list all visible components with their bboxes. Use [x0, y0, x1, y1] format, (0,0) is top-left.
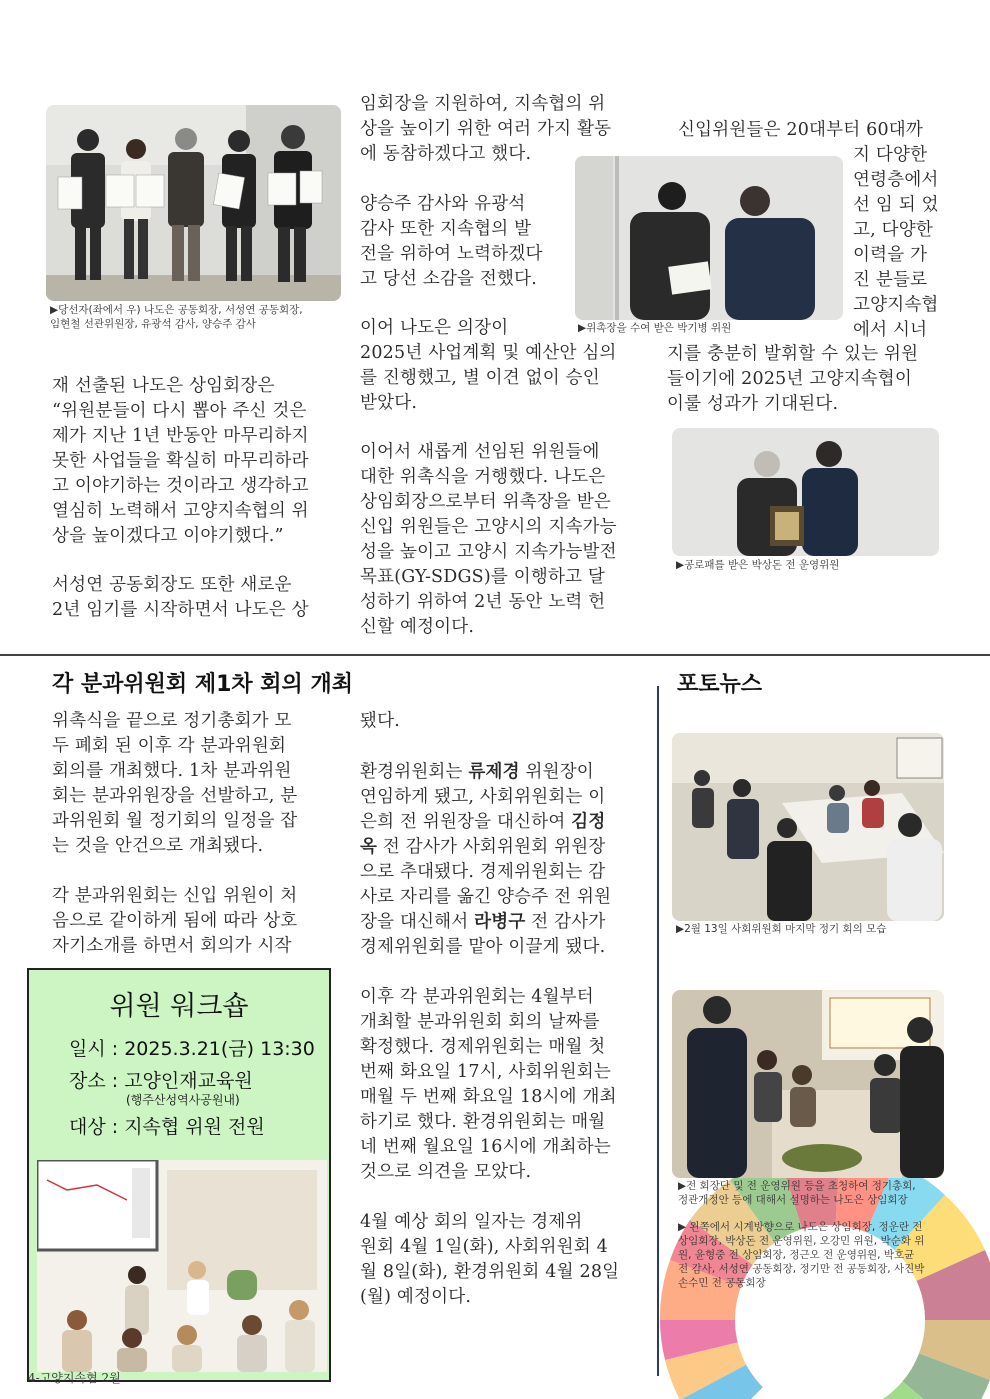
winners-group-photo — [46, 105, 341, 301]
bottom-col2-paragraph-4: 4월 예상 회의 일자는 경제위 원회 4월 1일(화), 사회위원회 4 월 8일(화), 환경위원회 4월 28일 (월) 예정이다. — [360, 1212, 620, 1307]
col1-paragraph-1: 재 선출된 나도은 상임회장은 “위원분들이 다시 뽑아 주신 것은 제가 지난 1년 반동안 마무리하지 못한 사업들을 확실히 마무리하라 고 이야기하는 것이라고 생각하고 열심히 노력해서 고양지속협의 위 상을 높이겠다고 이야기했다.” — [52, 376, 309, 546]
workshop-date: 일시 : 2025.3.21(금) 13:30 — [69, 1038, 315, 1060]
col3-rest: 지를 충분히 발휘할 수 있는 위원 들이기에 2025년 고양지속협이 이룰 성과가 기대된다. — [667, 344, 919, 414]
appointment-photo-caption: ▶위촉장을 수여 받은 박기병 위원 — [578, 322, 732, 334]
bottom-col2-paragraph-2: 환경위원회는 류제경 위원장이 연임하게 됐고, 사회위원회는 이 은희 전 위원장을 대신하여 김정 옥 전 감사가 사회위원회 위원장 으로 추대됐다. 경제위원회는 감 사로 자리를 옮긴 양승주 전 위원 장을 대신해서 라병구 전 감사가 경제위원회를 맡아 이끌게 됐다. — [360, 762, 612, 957]
col3-side-text: 지 다양한 연령층에서 선 임 되 었 고, 다양한 이력을 가 진 분들로 고양지속협 에서 시너 — [853, 145, 939, 340]
workshop-title: 위원 워크숍 — [109, 991, 249, 1022]
section-heading: 각 분과위원회 제1차 회의 개최 — [52, 672, 353, 697]
dinner-photo — [672, 990, 944, 1178]
workshop-place: 장소 : 고양인재교육원 — [69, 1070, 253, 1092]
plaque-photo-caption: ▶공로패를 받은 박상돈 전 운영위원 — [676, 559, 840, 571]
meeting-photo — [672, 733, 944, 921]
dinner-photo-caption-2: ▶ 왼쪽에서 시계방향으로 나도은 상임회장, 정운란 전 상임회장, 박상돈 전 운영위원, 오강민 위원, 박순화 위 원, 윤형중 전 상임회장, 정근오 전 운영위원, 박호균 전 감사, 서성연 공동회장, 정기만 전 공동회장, 사진박 손수민 전 공동회장 — [678, 1221, 925, 1289]
bottom-col2-paragraph-3: 이후 각 분과위원회는 4월부터 개최할 분과위원회 회의 날짜를 확정했다. 경제위원회는 매월 첫 번째 화요일 17시, 사회위원회는 매월 두 번째 화요일 18시에 개최 하기로 했다. 환경위원회는 매월 네 번째 월요일 16시에 개최하는 것으로 의견을 모았다. — [360, 987, 617, 1182]
plaque-photo — [672, 428, 939, 556]
workshop-place-sub: (행주산성역사공원내) — [126, 1093, 240, 1107]
col2-paragraph-3: 이어 나도은 의장이 2025년 사업계획 및 예산안 심의 를 진행했고, 별 이견 없이 승인 받았다. — [360, 318, 617, 413]
col2-paragraph-2: 양승주 감사와 유광석 감사 또한 지속협의 발 전을 위하여 노력하겠다 고 당선 소감을 전했다. — [360, 194, 543, 289]
col2-paragraph-4: 이어서 새롭게 선임된 위원들에 대한 위촉식을 거행했다. 나도은 상임회장으로부터 위촉장을 받은 신입 위원들은 고양시의 지속가능 성을 높이고 고양시 지속가능발전 목표(GY-SDGS)를 이행하고 달 성하기 위하여 2년 동안 노력 헌 신할 예정이다. — [360, 442, 617, 637]
workshop-notice — [27, 968, 331, 1382]
chair-name-3: 라병구 — [474, 912, 526, 932]
chair-name-2: 김정 옥 — [360, 812, 606, 857]
col3-line-1: 신입위원들은 20대부터 60대까 — [678, 120, 924, 140]
bottom-col1-paragraph-1: 위촉식을 끝으로 정기총회가 모 두 폐회 된 이후 각 분과위원회 회의를 개최했다. 1차 분과위원 회는 분과위원장을 선발하고, 분 과위원회 월 정기회의 일정을 잡 는 것을 안건으로 개최됐다. — [52, 711, 298, 856]
section-divider — [0, 654, 990, 656]
page-footer: 4-고양지속협 2월 — [28, 1371, 121, 1385]
col1-paragraph-2: 서성연 공동회장도 또한 새로운 2년 임기를 시작하면서 나도은 상 — [52, 575, 309, 620]
col2-paragraph-1: 임회장을 지원하여, 지속협의 위 상을 높이기 위한 여러 가지 활동 에 동참하겠다고 했다. — [360, 94, 612, 164]
workshop-target: 대상 : 지속협 위원 전원 — [69, 1116, 265, 1138]
chair-name-1: 류제경 — [468, 762, 520, 782]
dinner-photo-caption-1: ▶전 회장단 및 전 운영위원 등을 초청하여 정기총회, 정관개정안 등에 대해서 설명하는 나도은 상임회장 — [678, 1180, 916, 1206]
workshop-illustration — [37, 1160, 327, 1372]
winners-photo-caption: ▶당선자(좌에서 우) 나도은 공동회장, 서성연 공동회장, 임현철 선관위원장, 유광석 감사, 양승주 감사 — [50, 304, 303, 330]
meeting-photo-caption: ▶2월 13일 사회위원회 마지막 정기 회의 모습 — [676, 923, 887, 935]
bottom-col1-paragraph-2: 각 분과위원회는 신입 위원이 처 음으로 같이하게 됨에 따라 상호 자기소개를 하면서 회의가 시작 — [52, 886, 298, 956]
photonews-heading: 포토뉴스 — [677, 672, 763, 697]
appointment-photo — [575, 156, 843, 320]
bottom-col2-line-1: 됐다. — [360, 711, 400, 731]
